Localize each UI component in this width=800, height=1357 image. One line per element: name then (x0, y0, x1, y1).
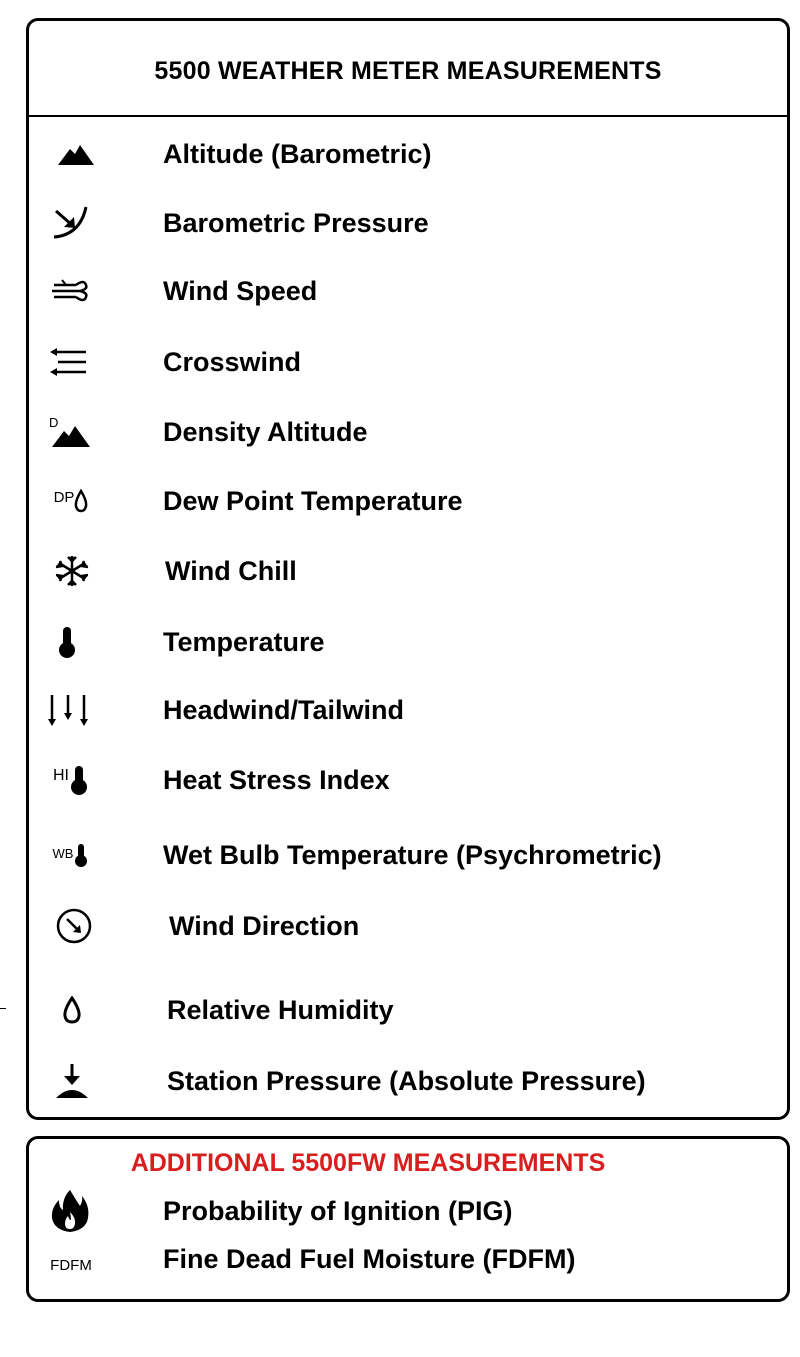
barometric-pressure-icon (47, 201, 97, 245)
measurement-label: Wet Bulb Temperature (Psychrometric) (163, 840, 662, 870)
thermometer-icon (42, 620, 92, 664)
measurement-row-heat-stress (29, 758, 787, 802)
measurement-row-wind-chill (29, 549, 787, 593)
measurement-row-wind-direction (29, 904, 787, 948)
stray-tick-mark (0, 1008, 6, 1009)
measurement-row-probability-of-ignition (29, 1187, 787, 1235)
wind-speed-icon (47, 269, 97, 313)
measurement-label: Crosswind (163, 347, 302, 377)
measurement-label: Fine Dead Fuel Moisture (FDFM) (163, 1244, 576, 1274)
measurements-panel (26, 18, 790, 1120)
droplet-icon (47, 988, 97, 1032)
measurement-label: Headwind/Tailwind (163, 695, 405, 725)
measurement-row-crosswind (29, 340, 787, 384)
measurement-label: Barometric Pressure (163, 208, 429, 238)
measurement-label: Probability of Ignition (PIG) (163, 1196, 513, 1226)
density-altitude-icon (45, 410, 95, 454)
headwind-tailwind-icon (43, 688, 93, 732)
measurement-label: Temperature (163, 627, 325, 657)
measurement-label: Heat Stress Index (163, 765, 390, 795)
measurement-row-temperature (29, 620, 787, 664)
measurement-row-wet-bulb (29, 833, 787, 877)
measurement-label: Altitude (Barometric) (163, 139, 432, 169)
measurement-row-dew-point (29, 479, 787, 523)
dew-point-icon: DP (43, 479, 99, 523)
header-divider (29, 115, 787, 117)
additional-measurements-panel (26, 1136, 790, 1302)
measurement-label: Relative Humidity (167, 995, 394, 1025)
panel-title: 5500 WEATHER METER MEASUREMENTS (154, 57, 662, 85)
fdfm-icon: FDFM (50, 1256, 92, 1274)
measurement-row-station-pressure (29, 1059, 787, 1103)
measurement-label: Dew Point Temperature (163, 486, 463, 516)
measurement-row-fine-dead-fuel-moisture (29, 1237, 787, 1281)
crosswind-icon (45, 340, 95, 384)
snowflake-icon (47, 549, 97, 593)
station-pressure-icon (47, 1059, 97, 1103)
compass-icon (49, 904, 99, 948)
wet-bulb-icon: WB (43, 833, 99, 877)
measurement-row-wind-speed (29, 269, 787, 313)
measurement-row-headwind-tailwind (29, 688, 787, 732)
additional-panel-title: ADDITIONAL 5500FW MEASUREMENTS (130, 1149, 606, 1177)
measurement-label: Wind Chill (165, 556, 297, 586)
measurement-row-barometric-pressure (29, 201, 787, 245)
measurement-label: Wind Direction (169, 911, 360, 941)
measurement-label: Density Altitude (163, 417, 368, 447)
mountain-icon (51, 132, 101, 176)
svg-text:D: D (49, 415, 59, 430)
measurement-label: Station Pressure (Absolute Pressure) (167, 1066, 646, 1096)
measurement-row-density-altitude (29, 410, 787, 454)
measurement-row-relative-humidity (29, 988, 787, 1032)
measurement-label: Wind Speed (163, 276, 318, 306)
flame-icon (45, 1187, 95, 1235)
measurement-row-altitude (29, 132, 787, 176)
heat-stress-icon: HI (43, 758, 99, 802)
